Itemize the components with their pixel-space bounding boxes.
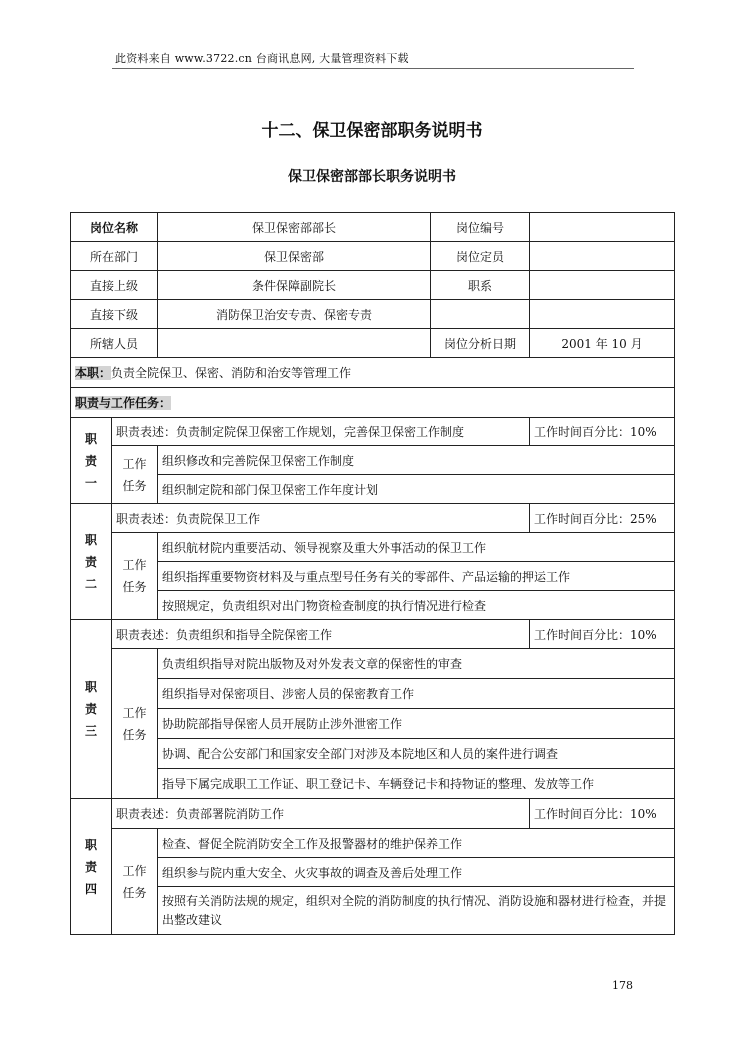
row-department: [71, 242, 675, 271]
responsibility-3-time-percent: 工作时间百分比：10%: [530, 620, 675, 649]
task-row: [71, 475, 675, 504]
responsibility-3-task-1: 负责组织指导对院出版物及对外发表文章的保密性的审查: [158, 649, 675, 679]
responsibility-2-task-label: [112, 533, 158, 620]
row-superior: [71, 271, 675, 300]
responsibility-1-description: 职责表述：负责制定院保卫保密工作规划，完善保卫保密工作制度: [112, 418, 530, 446]
heading-char: 责: [84, 453, 97, 468]
heading-char: 职: [84, 680, 97, 694]
department-label: 所在部门: [71, 242, 158, 271]
responsibility-3-heading: [71, 620, 112, 799]
responsibility-4-task-3: 按照有关消防法规的规定，组织对全院的消防制度的执行情况、消防设施和器材进行检查，并提出整改建议: [158, 887, 675, 935]
task-row: [71, 739, 675, 769]
responsibility-4-description-row: [71, 799, 675, 829]
source-note: 此资料来自 www.3722.cn 台商讯息网, 大量管理资料下载: [115, 52, 409, 65]
task-label-line: 任务: [122, 478, 147, 493]
responsibility-2-description-row: [71, 504, 675, 533]
empty-cell: [431, 300, 530, 329]
task-row: [71, 858, 675, 887]
task-label-line: 任务: [122, 580, 147, 594]
duty-summary-label: 本职：: [75, 366, 112, 380]
responsibility-4-time-percent: 工作时间百分比：10%: [530, 799, 675, 829]
row-position-name: [71, 213, 675, 242]
task-label-line: 工作: [122, 863, 147, 878]
position-name-label: 岗位名称: [71, 213, 158, 242]
task-row: [71, 829, 675, 858]
responsibility-3-task-3: 协助院部指导保密人员开展防止涉外泄密工作: [158, 709, 675, 739]
heading-char: 三: [84, 724, 97, 738]
task-label-line: 工作: [122, 558, 147, 572]
responsibility-2-task-2: 组织指挥重要物资材料及与重点型号任务有关的零部件、产品运输的押运工作: [158, 562, 675, 591]
task-row: [71, 533, 675, 562]
task-label-line: 工作: [122, 456, 147, 471]
header-divider: [112, 68, 634, 69]
task-label-line: 任务: [122, 727, 147, 742]
responsibility-3-task-5: 指导下属完成职工工作证、职工登记卡、车辆登记卡和持物证的整理、发放等工作: [158, 769, 675, 799]
responsibility-1-task-label: [112, 446, 158, 504]
heading-char: 职: [84, 431, 97, 446]
heading-char: 责: [84, 554, 97, 569]
heading-char: 职: [84, 532, 97, 547]
row-subordinate: [71, 300, 675, 329]
subordinate-label: 直接下级: [71, 300, 158, 329]
responsibility-1-task-1: 组织修改和完善院保卫保密工作制度: [158, 446, 675, 475]
grade-value: [530, 271, 675, 300]
analysis-date-value: 2001 年 10 月: [530, 329, 675, 358]
responsibility-4-heading: [71, 799, 112, 935]
position-code-value: [530, 213, 675, 242]
responsibility-1-description-row: [71, 418, 675, 446]
task-row: [71, 591, 675, 620]
responsibility-2-task-3: 按照规定，负责组织对出门物资检查制度的执行情况进行检查: [158, 591, 675, 620]
responsibility-3-description: 职责表述：负责组织和指导全院保密工作: [112, 620, 530, 649]
superior-label: 直接上级: [71, 271, 158, 300]
headcount-label: 岗位定员: [431, 242, 530, 271]
document-subtitle: 保卫保密部部长职务说明书: [288, 169, 456, 185]
responsibilities-heading: 职责与工作任务：: [75, 396, 172, 410]
managed-label: 所辖人员: [71, 329, 158, 358]
heading-char: 四: [84, 881, 97, 896]
task-label-line: 任务: [122, 885, 147, 900]
heading-char: 职: [84, 837, 97, 852]
position-name-value: 保卫保密部部长: [158, 213, 431, 242]
subordinate-value: 消防保卫治安专责、保密专责: [158, 300, 431, 329]
responsibility-2-time-percent: 工作时间百分比：25%: [530, 504, 675, 533]
responsibility-1-time-percent: 工作时间百分比：10%: [530, 418, 675, 446]
responsibility-3-description-row: [71, 620, 675, 649]
task-row: [71, 769, 675, 799]
responsibility-2-description: 职责表述：负责院保卫工作: [112, 504, 530, 533]
responsibility-3-task-4: 协调、配合公安部门和国家安全部门对涉及本院地区和人员的案件进行调查: [158, 739, 675, 769]
heading-char: 责: [84, 859, 97, 874]
heading-char: 责: [84, 702, 97, 716]
row-duty-summary: [71, 358, 675, 388]
responsibility-3-task-label: [112, 649, 158, 799]
responsibility-4-task-1: 检查、督促全院消防安全工作及报警器材的维护保养工作: [158, 829, 675, 858]
analysis-date-label: 岗位分析日期: [431, 329, 530, 358]
empty-cell: [530, 300, 675, 329]
superior-value: 条件保障副院长: [158, 271, 431, 300]
row-managed: [71, 329, 675, 358]
responsibilities-heading-cell: [71, 388, 675, 418]
responsibility-3-task-2: 组织指导对保密项目、涉密人员的保密教育工作: [158, 679, 675, 709]
task-row: [71, 887, 675, 935]
task-row: [71, 679, 675, 709]
responsibility-4-description: 职责表述：负责部署院消防工作: [112, 799, 530, 829]
duty-summary-text: 负责全院保卫、保密、消防和治安等管理工作: [111, 366, 352, 380]
grade-label: 职系: [431, 271, 530, 300]
duty-summary: [71, 358, 675, 388]
heading-char: 一: [84, 475, 97, 490]
task-row: [71, 649, 675, 679]
task-row: [71, 562, 675, 591]
position-code-label: 岗位编号: [431, 213, 530, 242]
task-label-line: 工作: [122, 705, 147, 720]
task-row: [71, 709, 675, 739]
task-row: [71, 446, 675, 475]
responsibility-1-task-2: 组织制定院和部门保卫保密工作年度计划: [158, 475, 675, 504]
document-title: 十二、保卫保密部职务说明书: [261, 121, 483, 141]
page-number: 178: [612, 979, 633, 992]
department-value: 保卫保密部: [158, 242, 431, 271]
responsibility-2-task-1: 组织航材院内重要活动、领导视察及重大外事活动的保卫工作: [158, 533, 675, 562]
responsibility-4-task-label: [112, 829, 158, 935]
job-description-table: [70, 212, 675, 935]
managed-value: [158, 329, 431, 358]
responsibility-1-heading: [71, 418, 112, 504]
headcount-value: [530, 242, 675, 271]
responsibility-4-task-2: 组织参与院内重大安全、火灾事故的调查及善后处理工作: [158, 858, 675, 887]
heading-char: 二: [84, 576, 97, 591]
responsibility-2-heading: [71, 504, 112, 620]
row-responsibilities-heading: [71, 388, 675, 418]
